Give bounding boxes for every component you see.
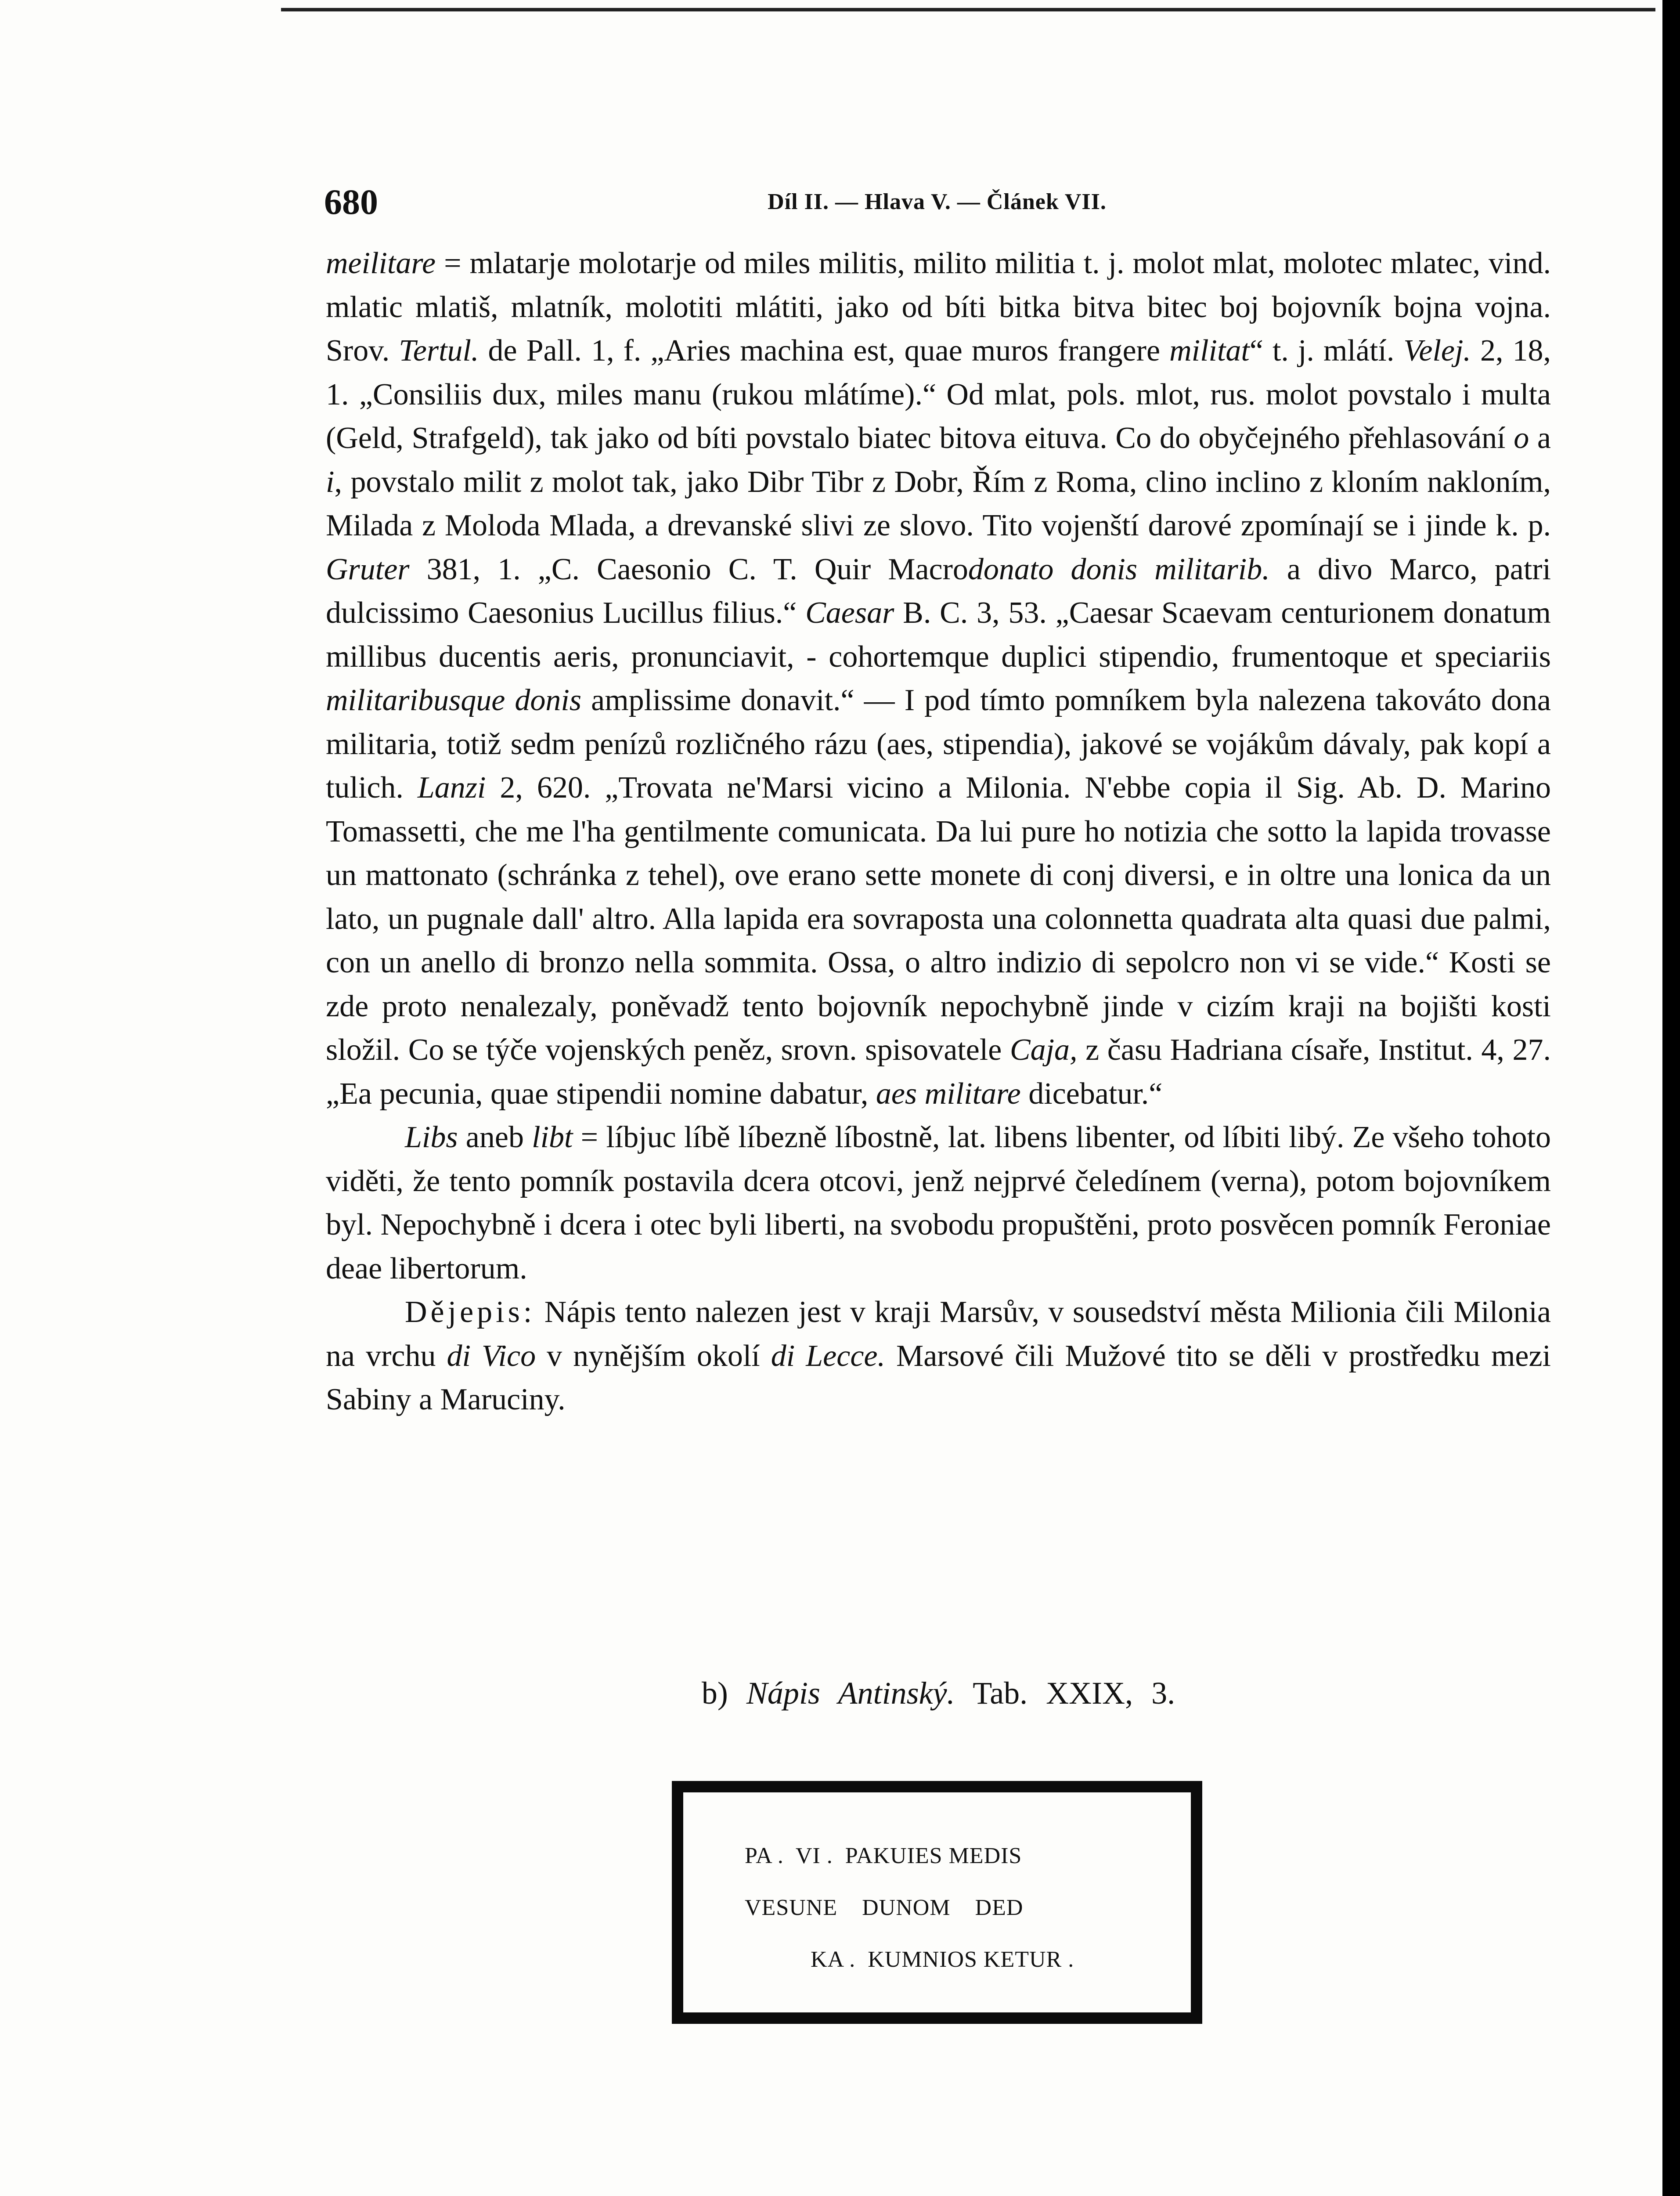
text-run: 2, 18, 1. „Consiliis dux, miles manu (rukou mlátíme).“ Od mlat, pols. mlot, rus. molot povstalo i multa (Geld, Strafgeld), tak jako od bíti povstalo biatec bitova eituva. Co do obyčejného přehlasování <box>326 334 1551 455</box>
paragraph <box>326 242 1551 1116</box>
caption-title: Nápis Antinský. <box>746 1676 955 1711</box>
text-run: aneb <box>458 1120 532 1154</box>
italic-text: Gruter <box>326 552 410 586</box>
italic-text: di Vico <box>447 1339 536 1373</box>
paragraph <box>326 1116 1551 1290</box>
text-run: Nápis tento nalezen jest v kraji Marsův, v sousedství města Milionia čili Milonia na vrchu <box>326 1295 1551 1373</box>
section-caption <box>326 1669 1551 1717</box>
text-run: = mlatarje molotarje od miles militis, milito militia t. j. molot mlat, molotec mlatec, vind. mlatic mlatiš, mlatník, molotiti mlátiti, jako od bíti bitka bitva bitec boj bojovník bojna vojna. Srov. <box>326 246 1551 368</box>
text-run: Marsové čili Mužové tito se děli v prostředku mezi Sabiny a Maruciny. <box>326 1339 1551 1416</box>
paragraph <box>326 1290 1551 1422</box>
spaced-heading: Dějepis: <box>405 1295 536 1329</box>
italic-text: militaribusque donis <box>326 683 582 717</box>
text-run: B. C. 3, 53. „Caesar Scaevam centurionem donatum millibus ducentis aeris, pronunciavit, - cohortemque duplici stipendio, frumentoque et speciariis <box>326 596 1551 674</box>
text-run: = líbjuc líbě líbezně líbostně, lat. libens libenter, od líbiti libý. Ze všeho tohoto viděti, že tento pomník postavila dcera otcovi, jenž nejprvé čeledínem (verna), potom bojovníkem byl. Nepochybně i dcera i otec byli liberti, na svobodu propuštěni, proto posvěcen pomník Feroniae deae libertorum. <box>326 1120 1551 1286</box>
italic-text: aes militare <box>876 1076 1021 1111</box>
caption-label: b) <box>701 1676 728 1711</box>
text-run: z času Hadriana císaře, Institut. 4, 27. „Ea pecunia, quae stipendii nomine dabatur, <box>326 1033 1551 1111</box>
italic-text: i <box>326 465 335 499</box>
page-number: 680 <box>324 182 378 222</box>
italic-text: Caja, <box>1009 1033 1078 1067</box>
running-title: Díl II. — Hlava V. — Článek VII. <box>768 189 1107 214</box>
page-header <box>324 178 1550 226</box>
inscription-line: KA . KUMNIOS KETUR . <box>811 1947 1074 1972</box>
italic-text: Tertul. <box>399 334 479 368</box>
italic-text: Lanzi <box>417 771 486 805</box>
text-run: 2, 620. „Trovata ne'Marsi vicino a Milonia. N'ebbe copia il Sig. Ab. D. Marino Tomassetti, che me l'ha gentilmente comunicata. Da lui pure ho notizia che sotto la lapida trovasse un mattonato (schránka z tehel), ove erano sette monete di conj diversi, e in oltre una lonica da un lato, un pugnale dall' altro. Alla lapida era sovraposta una colonnetta quadrata alta quasi due palmi, con un anello di bronzo nella sommita. Ossa, o altro indizio di sepolcro non vi se vide.“ Kosti se zde proto nenalezaly, poněvadž tento bojovník nepochybně jinde v cizím kraji na bojišti kosti složil. Co se týče vojenských peněz, srovn. spisovatele <box>326 771 1551 1067</box>
italic-text: Velej. <box>1403 334 1471 368</box>
italic-text: di Lecce. <box>771 1339 885 1373</box>
caption-reference: Tab. XXIX, 3. <box>973 1676 1175 1711</box>
text-run: v nynějším okolí <box>536 1339 771 1373</box>
italic-text: Libs <box>405 1120 458 1154</box>
italic-text: libt <box>532 1120 573 1154</box>
text-run: dicebatur.“ <box>1020 1076 1163 1111</box>
italic-text: militat <box>1169 334 1250 368</box>
body-text <box>326 242 1551 1422</box>
inscription-line: VESUNE DUNOM DED <box>745 1895 1024 1920</box>
text-run: 381, 1. „C. Caesonio C. T. Quir Macro <box>409 552 968 586</box>
inscription-box <box>672 1781 1202 2024</box>
inscription-line: PA . VI . PAKUIES MEDIS <box>745 1843 1022 1868</box>
italic-text: meilitare <box>326 246 436 280</box>
text-run: de Pall. 1, f. „Aries machina est, quae muros frangere <box>479 334 1170 368</box>
scan-edge-rule <box>281 8 1655 11</box>
italic-text: donato donis militarib. <box>968 552 1270 586</box>
text-run: a divo Marco, patri dulcissimo Caesonius Lucillus filius.“ <box>326 552 1551 630</box>
text-run: “ t. j. mlátí. <box>1249 334 1404 368</box>
text-run: , povstalo milit z molot tak, jako Dibr Tibr z Dobr, Řím z Roma, clino inclino z kloním nakloním, Milada z Moloda Mlada, a drevanské slivi ze slovo. Tito vojenští darové zpomínají se i jinde k. p. <box>326 465 1551 542</box>
text-run: amplissime donavit.“ — I pod tímto pomníkem byla nalezena takováto dona militaria, totiž sedm penízů rozličného rázu (aes, stipendia), jakové se vojákům dávaly, pak kopí a tulich. <box>326 683 1551 805</box>
italic-text: o <box>1514 421 1529 455</box>
text-run: a <box>1529 421 1551 455</box>
italic-text: Caesar <box>805 596 894 630</box>
